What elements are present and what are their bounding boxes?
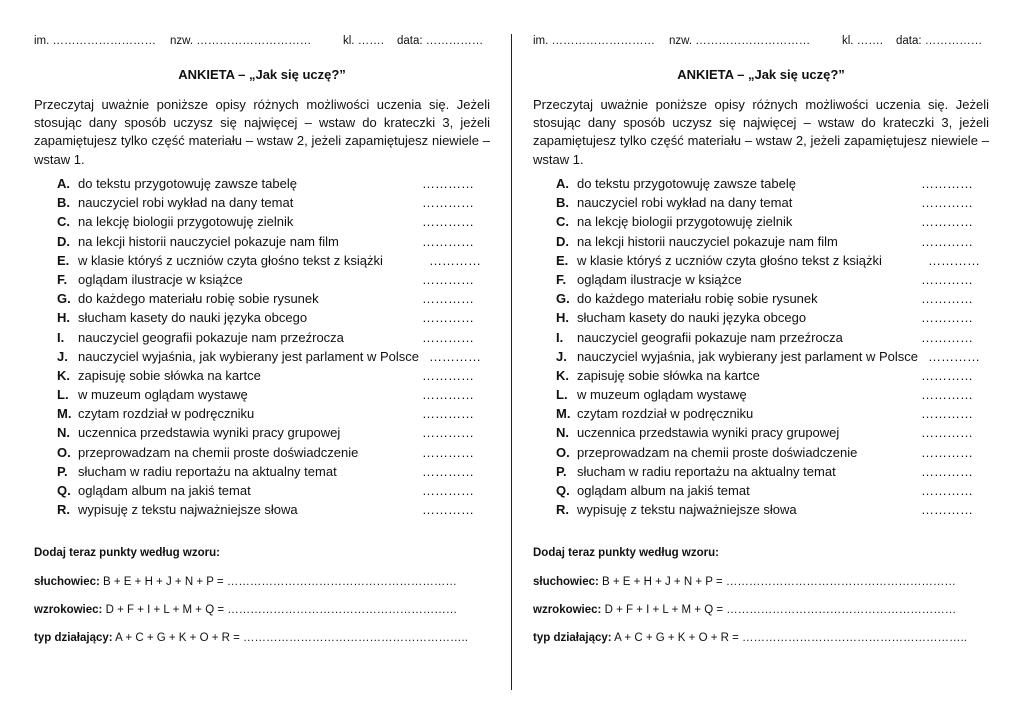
learning-methods-list [556,174,996,519]
score-blank[interactable]: ………… [921,406,973,422]
item-letter: A. [57,176,70,191]
item-letter: N. [556,425,569,441]
formula-expression: B + E + H + J + N + P = …………………………………………………… [598,576,956,588]
score-blank[interactable]: ………… [422,463,474,479]
item-letter: P. [556,463,567,479]
score-blank[interactable]: ………… [921,195,973,211]
score-blank[interactable]: ………… [422,195,474,211]
score-blank[interactable]: ………… [921,233,973,249]
item-letter: C. [556,214,569,230]
survey-item [556,423,996,442]
date-field: data: …………… [397,35,484,47]
survey-item [556,289,996,308]
formula-expression: D + F + I + L + M + Q = …………………………………………………… [601,604,957,616]
item-letter: G. [556,291,570,307]
survey-item [57,212,497,231]
item-letter: B. [57,195,70,211]
learning-methods-list [57,174,497,519]
formula-label: typ działający: [34,632,113,644]
item-text: do każdego materiału robię sobie rysunek [577,291,818,307]
score-blank[interactable]: ………… [422,387,474,403]
survey-item [57,366,497,385]
instructions: Przeczytaj uważnie poniższe opisy różnych możliwości uczenia się. Jeżeli stosując dany sposób uczysz się najwięcej – wstaw do krateczki 3, jeżeli zapamiętujesz tylko część materiału – wstaw 2, jeżeli zapamiętujesz niewiele – wstaw 1. [533,97,989,167]
survey-item [57,270,497,289]
item-text: nauczyciel wyjaśnia, jak wybierany jest parlament w Polsce [577,348,919,364]
survey-item [57,308,497,327]
item-text: na lekcję biologii przygotowuję zielnik [577,214,793,230]
survey-item [556,251,996,270]
item-letter: R. [57,502,70,518]
item-text: zapisuję sobie słówka na kartce [577,367,760,383]
item-text: nauczyciel geografii pokazuje nam przeźrocza [78,329,344,345]
score-blank[interactable]: ………… [422,291,474,307]
score-blank[interactable]: ………… [921,502,973,518]
formula-auditory [533,576,956,588]
item-letter: D. [57,233,70,249]
item-letter: L. [57,387,69,403]
item-letter: E. [556,252,569,268]
item-letter: G. [57,291,71,307]
item-letter: Q. [556,483,570,498]
item-letter: E. [57,252,70,268]
item-letter: I. [57,329,65,345]
item-text: do tekstu przygotowuję zawsze tabelę [78,176,297,191]
survey-item [556,347,996,366]
item-text: w muzeum oglądam wystawę [78,387,248,403]
survey-item [57,289,497,308]
formula-visual [533,604,956,616]
score-blank[interactable]: ………… [422,233,474,249]
score-blank[interactable]: ………… [921,367,973,383]
item-text: na lekcji historii nauczyciel pokazuje nam film [78,233,339,249]
formula-label: wzrokowiec: [34,604,103,616]
survey-item [556,385,996,404]
questionnaire-right [533,0,989,724]
score-blank[interactable]: ………… [422,406,474,422]
item-letter: R. [556,502,569,518]
class-field: kl. ……. [842,35,883,47]
survey-title: ANKIETA – „Jak się uczę?” [178,67,346,82]
survey-item [556,308,996,327]
score-blank[interactable]: ………… [422,329,474,345]
score-blank[interactable]: ………… [422,310,474,326]
item-letter: C. [57,214,70,230]
survey-item [57,443,497,462]
item-text: nauczyciel robi wykład na dany temat [577,195,793,211]
item-text: czytam rozdział w podręczniku [577,406,754,422]
student-info-line [34,35,490,49]
score-blank[interactable]: ………… [921,483,973,498]
survey-item [57,232,497,251]
survey-item [556,481,996,500]
item-letter: O. [57,444,71,460]
item-text: słucham w radiu reportażu na aktualny temat [78,463,337,479]
score-blank[interactable]: ………… [921,444,973,460]
formula-kinesthetic [533,632,967,644]
score-blank[interactable]: ………… [429,252,481,268]
score-blank[interactable]: ………… [422,444,474,460]
student-info-line [533,35,989,49]
item-text: do tekstu przygotowuję zawsze tabelę [577,176,796,191]
item-letter: Q. [57,483,71,498]
class-field: kl. ……. [343,35,384,47]
item-text: w klasie któryś z uczniów czyta głośno tekst z książki [78,252,383,268]
formula-visual [34,604,457,616]
item-letter: F. [556,271,567,287]
survey-item [556,174,996,193]
item-text: słucham kasety do nauki języka obcego [78,310,308,326]
formula-kinesthetic [34,632,468,644]
item-letter: B. [556,195,569,211]
score-blank[interactable]: ………… [921,329,973,345]
formula-expression: A + C + G + K + O + R = ………………………………………………….. [611,632,967,644]
item-text: wypisuję z tekstu najważniejsze słowa [78,502,298,518]
item-text: zapisuję sobie słówka na kartce [78,367,261,383]
score-blank[interactable]: ………… [921,310,973,326]
survey-item [556,404,996,423]
score-blank[interactable]: ………… [422,367,474,383]
score-blank[interactable]: ………… [422,176,474,191]
score-blank[interactable]: ………… [422,502,474,518]
item-text: oglądam album na jakiś temat [577,483,750,498]
surname-field: nzw. ………………………… [170,35,312,47]
survey-item [57,423,497,442]
item-letter: J. [57,348,68,364]
item-text: do każdego materiału robię sobie rysunek [78,291,319,307]
survey-item [556,462,996,481]
item-text: na lekcji historii nauczyciel pokazuje nam film [577,233,838,249]
score-blank[interactable]: ………… [422,483,474,498]
item-letter: D. [556,233,569,249]
formula-expression: A + C + G + K + O + R = ………………………………………………….. [112,632,468,644]
page-divider [511,34,512,690]
formula-expression: B + E + H + J + N + P = …………………………………………………… [99,576,457,588]
score-blank[interactable]: ………… [921,176,973,191]
survey-item [57,385,497,404]
score-blank[interactable]: ………… [928,252,980,268]
item-text: nauczyciel geografii pokazuje nam przeźrocza [577,329,843,345]
item-text: słucham kasety do nauki języka obcego [577,310,807,326]
item-text: przeprowadzam na chemii proste doświadczenie [78,444,359,460]
survey-title: ANKIETA – „Jak się uczę?” [677,67,845,82]
item-text: oglądam ilustracje w książce [577,271,742,287]
item-text: w klasie któryś z uczniów czyta głośno tekst z książki [577,252,882,268]
survey-item [57,193,497,212]
item-letter: H. [57,310,70,326]
formula-auditory [34,576,457,588]
survey-item [556,500,996,519]
item-letter: H. [556,310,569,326]
item-text: nauczyciel robi wykład na dany temat [78,195,294,211]
survey-item [57,481,497,500]
instructions: Przeczytaj uważnie poniższe opisy różnych możliwości uczenia się. Jeżeli stosując dany sposób uczysz się najwięcej – wstaw do krateczki 3, jeżeli zapamiętujesz tylko część materiału – wstaw 2, jeżeli zapamiętujesz niewiele – wstaw 1. [34,97,490,167]
item-letter: L. [556,387,568,403]
name-field: im. ……………………… [34,35,157,47]
item-text: na lekcję biologii przygotowuję zielnik [78,214,294,230]
survey-item [556,232,996,251]
questionnaire-left [34,0,490,724]
survey-item [57,328,497,347]
survey-item [57,174,497,193]
item-letter: N. [57,425,70,441]
item-letter: K. [57,367,70,383]
survey-item [57,404,497,423]
survey-item [57,462,497,481]
survey-item [57,500,497,519]
survey-item [556,193,996,212]
item-letter: M. [57,406,72,422]
item-text: przeprowadzam na chemii proste doświadczenie [577,444,858,460]
score-blank[interactable]: ………… [921,463,973,479]
score-blank[interactable]: ………… [422,271,474,287]
survey-item [57,251,497,270]
item-letter: P. [57,463,68,479]
formula-expression: D + F + I + L + M + Q = …………………………………………………… [102,604,458,616]
survey-item [556,443,996,462]
scoring-instructions: Dodaj teraz punkty według wzoru: [533,547,719,559]
item-letter: I. [556,329,564,345]
item-text: wypisuję z tekstu najważniejsze słowa [577,502,797,518]
survey-item [57,347,497,366]
score-blank[interactable]: ………… [928,348,980,364]
item-letter: J. [556,348,567,364]
item-letter: K. [556,367,569,383]
item-text: słucham w radiu reportażu na aktualny temat [577,463,836,479]
item-text: oglądam album na jakiś temat [78,483,251,498]
item-text: uczennica przedstawia wyniki pracy grupowej [577,425,840,441]
score-blank[interactable]: ………… [422,214,474,230]
formula-label: słuchowiec: [34,576,100,588]
item-letter: F. [57,271,68,287]
score-blank[interactable]: ………… [921,271,973,287]
item-letter: M. [556,406,571,422]
surname-field: nzw. ………………………… [669,35,811,47]
survey-item [556,212,996,231]
survey-item [556,270,996,289]
score-blank[interactable]: ………… [429,348,481,364]
formula-label: typ działający: [533,632,612,644]
formula-label: wzrokowiec: [533,604,602,616]
score-blank[interactable]: ………… [921,291,973,307]
score-blank[interactable]: ………… [422,425,474,441]
item-text: uczennica przedstawia wyniki pracy grupowej [78,425,341,441]
item-text: nauczyciel wyjaśnia, jak wybierany jest parlament w Polsce [78,348,420,364]
item-text: w muzeum oglądam wystawę [577,387,747,403]
survey-item [556,328,996,347]
item-text: oglądam ilustracje w książce [78,271,243,287]
item-letter: O. [556,444,570,460]
score-blank[interactable]: ………… [921,425,973,441]
item-letter: A. [556,176,569,191]
formula-label: słuchowiec: [533,576,599,588]
survey-item [556,366,996,385]
score-blank[interactable]: ………… [921,214,973,230]
item-text: czytam rozdział w podręczniku [78,406,255,422]
scoring-instructions: Dodaj teraz punkty według wzoru: [34,547,220,559]
date-field: data: …………… [896,35,983,47]
score-blank[interactable]: ………… [921,387,973,403]
name-field: im. ……………………… [533,35,656,47]
